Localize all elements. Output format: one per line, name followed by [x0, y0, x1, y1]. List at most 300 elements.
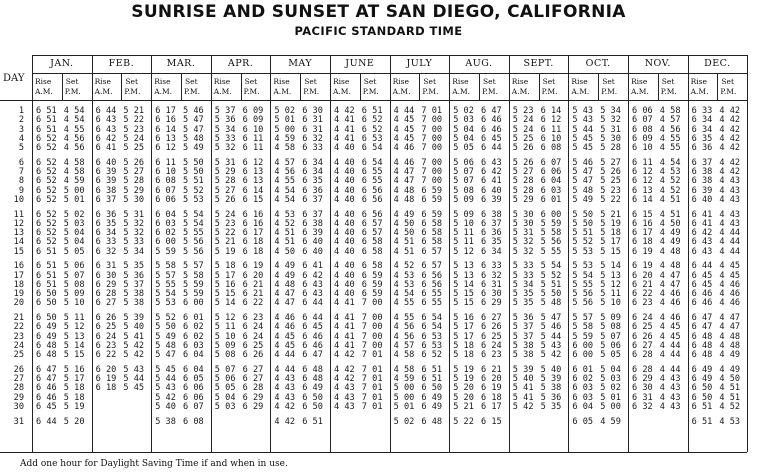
sunrise-time: 5 09 — [453, 194, 474, 205]
rise-header: Rise — [392, 77, 409, 86]
sunrise-time: 4 51 — [393, 246, 415, 257]
month-header: MAY — [288, 58, 313, 69]
sunset-time: 5 44 — [123, 374, 145, 384]
sunrise-time: 5 49 — [572, 194, 594, 205]
sunrise-time: 5 53 — [572, 261, 594, 272]
sunset-time: 6 37 — [302, 194, 323, 205]
sunrise-time: 6 48 — [36, 350, 57, 360]
sunset-time: 6 47 — [481, 106, 502, 116]
sunrise-time: 6 37 — [691, 157, 713, 168]
month-header: JULY — [406, 58, 433, 69]
sunset-time: 5 03 — [600, 374, 621, 384]
month-header: AUG. — [465, 58, 493, 69]
sunset-time: 6 02 — [183, 322, 204, 333]
sunrise-time: 6 04 — [572, 401, 594, 412]
sunrise-time: 6 16 — [155, 115, 176, 126]
sunrise-time: 6 44 — [95, 106, 117, 116]
sunset-time: 6 49 — [421, 401, 443, 412]
sunrise-time: 5 48 — [155, 340, 176, 351]
sunrise-time: 5 00 — [393, 392, 415, 403]
rise-set-divider — [419, 73, 420, 100]
sunset-time: 5 59 — [540, 218, 562, 229]
month-column-rule — [449, 55, 450, 452]
sunrise-time: 4 43 — [274, 374, 296, 384]
sunrise-time: 6 07 — [155, 185, 176, 196]
sunset-time: 5 08 — [600, 322, 621, 333]
sunrise-time: 6 29 — [632, 374, 653, 384]
sunset-time: 5 47 — [540, 313, 562, 323]
sunset-time: 4 46 — [719, 289, 741, 299]
sunset-time: 6 44 — [302, 313, 323, 323]
sunset-time: 4 53 — [659, 167, 681, 177]
sunset-time: 4 48 — [719, 340, 741, 351]
sunset-time: 6 16 — [242, 218, 264, 229]
sunrise-time: 4 57 — [393, 340, 415, 351]
day-number: 31 — [13, 416, 24, 427]
day-number: 11 — [13, 209, 24, 220]
sunset-time: 4 46 — [719, 279, 741, 290]
sunset-time: 6 37 — [302, 209, 323, 220]
sunrise-time: 5 16 — [453, 313, 474, 323]
sunrise-time: 4 43 — [274, 383, 296, 394]
sunset-time: 7 01 — [361, 401, 383, 412]
sunset-time: 4 51 — [719, 383, 741, 394]
sunset-time: 7 00 — [421, 176, 443, 187]
sunset-time: 5 47 — [183, 115, 204, 126]
month-column-rule — [92, 55, 93, 452]
sunrise-time: 4 56 — [274, 167, 296, 177]
sunset-time: 4 42 — [719, 115, 741, 126]
sunset-time: 6 44 — [481, 143, 502, 153]
sunset-time: 6 54 — [421, 313, 443, 323]
sunrise-time: 6 52 — [36, 237, 57, 248]
sunset-time: 6 48 — [302, 374, 323, 384]
sunset-time: 5 56 — [540, 237, 562, 248]
sunrise-time: 5 05 — [453, 143, 474, 153]
sunrise-time: 5 37 — [214, 106, 236, 116]
sunset-time: 6 51 — [421, 364, 443, 375]
sunrise-time: 6 23 — [632, 298, 653, 309]
rise-set-divider — [181, 73, 182, 100]
sunset-time: 6 32 — [481, 270, 502, 281]
sunset-time: 5 42 — [123, 340, 145, 351]
sunrise-time: 6 49 — [36, 331, 57, 342]
sunset-time: 6 57 — [421, 261, 443, 272]
sunrise-time: 6 37 — [95, 194, 117, 205]
day-number: 5 — [18, 143, 24, 153]
sunrise-time: 5 42 — [512, 401, 534, 412]
set-header: Set — [423, 77, 436, 86]
sunset-time: 6 29 — [242, 392, 264, 403]
sunrise-time: 5 53 — [155, 298, 176, 309]
sunset-time: 7 00 — [421, 143, 443, 153]
sunset-time: 6 34 — [302, 157, 323, 168]
sunrise-time: 6 47 — [36, 374, 57, 384]
sunset-time: 6 00 — [540, 209, 562, 220]
sunrise-time: 5 14 — [214, 298, 236, 309]
sunrise-time: 5 22 — [214, 228, 236, 238]
sunset-time: 4 44 — [659, 340, 681, 351]
sunset-time: 4 54 — [63, 106, 85, 116]
sunrise-time: 4 53 — [393, 270, 415, 281]
day-number: 7 — [18, 167, 24, 177]
sunrise-time: 6 46 — [691, 298, 713, 309]
sunset-time: 5 31 — [123, 209, 145, 220]
sunset-time: 6 47 — [302, 350, 323, 360]
sunrise-time: 5 13 — [453, 261, 474, 272]
sunset-time: 5 16 — [63, 364, 85, 375]
pm-header: P.M. — [362, 87, 379, 96]
sunrise-time: 5 17 — [214, 270, 236, 281]
sunrise-time: 6 49 — [691, 364, 713, 375]
sunrise-time: 4 41 — [334, 322, 355, 333]
sunset-time: 7 00 — [421, 115, 443, 126]
pm-header: P.M. — [64, 87, 81, 96]
day-number: 8 — [18, 176, 24, 187]
sunset-time: 5 57 — [183, 261, 204, 272]
sunset-time: 7 01 — [361, 350, 383, 360]
sunrise-time: 6 46 — [691, 289, 713, 299]
sunrise-time: 6 50 — [36, 313, 57, 323]
sunset-time: 6 56 — [361, 209, 383, 220]
sunset-time: 6 14 — [540, 106, 562, 116]
sunrise-time: 6 52 — [36, 133, 57, 144]
sunset-time: 4 51 — [659, 209, 681, 220]
sunset-time: 5 59 — [183, 279, 204, 290]
pm-header: P.M. — [243, 87, 260, 96]
sunrise-time: 6 12 — [155, 143, 176, 153]
sunset-time: 5 40 — [540, 364, 562, 375]
sunrise-time: 6 46 — [36, 392, 57, 403]
sunrise-time: 5 13 — [453, 270, 474, 281]
sunset-time: 6 15 — [481, 416, 502, 427]
sunset-time: 5 48 — [183, 133, 204, 144]
sunrise-time: 4 53 — [274, 209, 296, 220]
sunset-time: 4 44 — [719, 228, 741, 238]
sunrise-time: 6 20 — [95, 364, 117, 375]
sunset-time: 4 56 — [659, 124, 681, 135]
sunrise-time: 5 57 — [155, 270, 176, 281]
sunrise-time: 6 03 — [572, 383, 594, 394]
sunset-time: 5 14 — [600, 261, 621, 272]
set-header: Set — [304, 77, 317, 86]
sunrise-time: 5 33 — [512, 261, 534, 272]
sunrise-time: 5 54 — [572, 270, 594, 281]
sunset-time: 4 54 — [63, 115, 85, 126]
sunrise-time: 6 12 — [632, 167, 653, 177]
sunset-time: 6 32 — [302, 133, 323, 144]
sunrise-time: 6 20 — [632, 270, 653, 281]
sunrise-time: 6 06 — [632, 106, 653, 116]
sunset-time: 5 45 — [123, 383, 145, 394]
sunset-time: 4 50 — [719, 374, 741, 384]
sunset-time: 5 28 — [600, 143, 621, 153]
sunset-time: 4 48 — [659, 261, 681, 272]
sunset-time: 4 46 — [659, 289, 681, 299]
sunrise-time: 5 19 — [453, 364, 474, 375]
sunrise-time: 5 17 — [453, 331, 474, 342]
sunrise-time: 4 47 — [274, 298, 296, 309]
sunset-time: 4 55 — [659, 133, 681, 144]
sunrise-time: 5 29 — [512, 194, 534, 205]
sunset-time: 4 51 — [659, 194, 681, 205]
sunset-time: 6 08 — [540, 143, 562, 153]
sunrise-time: 6 43 — [95, 124, 117, 135]
sunrise-time: 6 40 — [691, 194, 713, 205]
sunset-time: 6 22 — [242, 298, 264, 309]
sunset-time: 4 43 — [719, 185, 741, 196]
day-number: 18 — [13, 279, 24, 290]
sunset-time: 6 52 — [361, 124, 383, 135]
sunrise-time: 5 47 — [155, 350, 176, 360]
sunrise-time: 5 12 — [453, 246, 474, 257]
sunset-time: 5 38 — [540, 383, 562, 394]
sunset-time: 6 27 — [242, 374, 264, 384]
sunrise-time: 6 51 — [36, 124, 57, 135]
sunrise-time: 6 36 — [691, 143, 713, 153]
sunset-time: 4 48 — [659, 246, 681, 257]
sunset-time: 6 59 — [421, 194, 443, 205]
sunset-time: 6 15 — [242, 194, 264, 205]
sunset-time: 5 11 — [600, 289, 621, 299]
sunset-time: 5 49 — [183, 143, 204, 153]
sunset-time: 7 00 — [361, 331, 383, 342]
sunset-time: 6 30 — [302, 106, 323, 116]
sunrise-time: 6 21 — [632, 279, 653, 290]
month-column-rule — [330, 55, 331, 452]
set-header: Set — [661, 77, 675, 86]
sunrise-time: 4 45 — [274, 331, 296, 342]
sunrise-time: 5 49 — [155, 331, 176, 342]
sunrise-time: 6 48 — [691, 331, 713, 342]
sunset-time: 4 54 — [659, 157, 681, 168]
sunset-time: 6 18 — [242, 237, 264, 248]
sunrise-time: 6 51 — [36, 246, 57, 257]
sunset-time: 4 50 — [659, 218, 681, 229]
sunrise-time: 4 51 — [393, 237, 415, 248]
sunset-time: 6 57 — [361, 228, 383, 238]
sunset-time: 5 22 — [123, 115, 145, 126]
sunset-time: 6 58 — [421, 237, 443, 248]
sunset-time: 5 31 — [600, 124, 621, 135]
set-header: Set — [185, 77, 198, 86]
sunrise-time: 4 58 — [393, 350, 415, 360]
sunset-time: 6 57 — [361, 218, 383, 229]
month-header: SEPT. — [523, 58, 554, 69]
sunrise-time: 5 50 — [572, 218, 594, 229]
sunset-time: 6 57 — [421, 246, 443, 257]
sunset-time: 6 04 — [540, 176, 562, 187]
sunrise-time: 5 18 — [214, 261, 236, 272]
sunset-time: 6 24 — [481, 340, 502, 351]
sunset-time: 6 11 — [540, 124, 562, 135]
sunrise-time: 6 02 — [155, 228, 176, 238]
sunset-time: 6 46 — [481, 124, 502, 135]
sunset-time: 6 21 — [242, 279, 264, 290]
sunset-time: 5 18 — [63, 383, 85, 394]
sunset-time: 5 40 — [123, 322, 145, 333]
sunset-time: 4 46 — [659, 298, 681, 309]
sunrise-time: 5 34 — [214, 124, 236, 135]
sunrise-time: 5 02 — [453, 106, 474, 116]
sunset-time: 5 35 — [540, 401, 562, 412]
pm-header: P.M. — [124, 87, 141, 96]
sunrise-time: 4 57 — [274, 157, 296, 168]
sunrise-time: 4 51 — [274, 237, 296, 248]
sunset-time: 4 53 — [719, 416, 741, 427]
sunset-time: 4 58 — [63, 167, 85, 177]
sunrise-time: 5 21 — [453, 401, 474, 412]
sunset-time: 5 42 — [540, 350, 562, 360]
sunrise-time: 5 00 — [393, 383, 415, 394]
sunset-time: 4 42 — [719, 167, 741, 177]
sunrise-time: 6 13 — [632, 185, 653, 196]
sunrise-time: 5 24 — [214, 209, 236, 220]
rise-set-divider — [658, 73, 659, 100]
page-subtitle: PACIFIC STANDARD TIME — [294, 24, 463, 38]
sunrise-time: 6 24 — [95, 331, 117, 342]
sunset-time: 6 59 — [361, 270, 383, 281]
sunrise-time: 6 50 — [36, 289, 57, 299]
sunrise-time: 6 45 — [36, 401, 57, 412]
sunrise-time: 4 52 — [393, 261, 415, 272]
sunset-time: 5 10 — [63, 298, 85, 309]
sunrise-time: 4 41 — [334, 133, 355, 144]
sunset-time: 6 43 — [481, 157, 502, 168]
sunset-time: 5 46 — [183, 106, 204, 116]
set-header: Set — [602, 77, 615, 86]
sunset-time: 6 50 — [421, 383, 443, 394]
sunset-time: 4 59 — [600, 416, 621, 427]
sunrise-time: 5 59 — [572, 331, 594, 342]
month-column-rule — [270, 55, 271, 452]
rise-set-divider — [62, 73, 63, 100]
sunset-time: 6 33 — [302, 143, 323, 153]
sunset-time: 5 27 — [123, 167, 145, 177]
sunset-time: 6 04 — [183, 364, 204, 375]
sunrise-time: 6 43 — [691, 237, 713, 248]
sunset-time: 6 29 — [481, 298, 502, 309]
sunset-time: 4 58 — [63, 157, 85, 168]
sunset-time: 6 06 — [183, 392, 204, 403]
sunrise-time: 4 40 — [334, 289, 355, 299]
sunrise-time: 4 41 — [334, 124, 355, 135]
sunset-time: 4 49 — [659, 228, 681, 238]
sunset-time: 6 13 — [242, 176, 264, 187]
sunset-time: 6 51 — [302, 416, 323, 427]
sunrise-time: 5 04 — [453, 133, 474, 144]
day-number: 30 — [13, 401, 24, 412]
sunset-time: 5 18 — [63, 392, 85, 403]
sunset-time: 6 42 — [481, 167, 502, 177]
sunset-time: 6 34 — [481, 246, 502, 257]
sunset-time: 5 15 — [63, 350, 85, 360]
sunset-time: 5 17 — [600, 237, 621, 248]
day-number: 15 — [13, 246, 24, 257]
sunset-time: 6 09 — [242, 115, 264, 126]
sunset-time: 5 24 — [123, 133, 145, 144]
sunset-time: 5 06 — [600, 340, 621, 351]
sunset-time: 6 59 — [421, 185, 443, 196]
sunrise-time: 6 15 — [632, 209, 653, 220]
sunset-time: 6 17 — [481, 401, 502, 412]
sunset-time: 5 08 — [63, 279, 85, 290]
sunrise-time: 5 06 — [453, 157, 474, 168]
sunset-time: 6 11 — [242, 143, 264, 153]
day-number: 9 — [18, 185, 24, 196]
sunrise-time: 5 15 — [214, 289, 236, 299]
sunrise-time: 5 11 — [214, 322, 236, 333]
sunset-time: 4 42 — [719, 143, 741, 153]
day-number: 26 — [13, 364, 24, 375]
sunrise-time: 6 04 — [155, 209, 176, 220]
sunset-time: 5 17 — [63, 374, 85, 384]
sunrise-time: 6 49 — [691, 374, 713, 384]
table-bottom-rule — [0, 452, 747, 453]
sunset-time: 6 12 — [242, 157, 264, 168]
sunset-time: 6 49 — [421, 392, 443, 403]
sunset-time: 6 01 — [540, 194, 562, 205]
rise-set-divider — [121, 73, 122, 100]
sunrise-time: 5 47 — [572, 167, 594, 177]
sunrise-time: 4 40 — [334, 176, 355, 187]
rise-header: Rise — [631, 77, 648, 86]
sunrise-time: 4 42 — [334, 350, 355, 360]
sunset-time: 5 28 — [123, 176, 145, 187]
sunset-time: 6 38 — [481, 209, 502, 220]
sunset-time: 6 24 — [242, 331, 264, 342]
sunset-time: 4 59 — [63, 176, 85, 187]
sunrise-time: 5 38 — [512, 340, 534, 351]
sunset-time: 6 45 — [481, 133, 502, 144]
sunrise-time: 6 28 — [632, 350, 653, 360]
sunrise-time: 6 41 — [691, 218, 713, 229]
day-number: 24 — [13, 340, 24, 351]
rise-set-divider — [539, 73, 540, 100]
sunset-time: 6 48 — [302, 364, 323, 375]
sunset-time: 5 23 — [600, 185, 621, 196]
sunset-time: 6 20 — [242, 270, 264, 281]
month-header: JUNE — [345, 58, 375, 69]
day-number: 10 — [13, 194, 24, 205]
sunrise-time: 5 40 — [512, 374, 534, 384]
day-number: 3 — [18, 124, 24, 135]
sunrise-time: 6 42 — [95, 133, 117, 144]
sunset-time: 6 30 — [481, 289, 502, 299]
sunrise-time: 5 29 — [214, 167, 236, 177]
set-header: Set — [483, 77, 496, 86]
sunrise-time: 4 42 — [334, 106, 355, 116]
sunset-time: 7 00 — [421, 157, 443, 168]
am-header: A.M. — [35, 87, 53, 96]
sunrise-time: 4 55 — [393, 313, 415, 323]
sunset-time: 4 47 — [719, 322, 741, 333]
sunrise-time: 6 00 — [572, 350, 594, 360]
sunrise-time: 5 36 — [512, 313, 534, 323]
sunrise-time: 4 42 — [274, 416, 296, 427]
rise-header: Rise — [333, 77, 350, 86]
sunset-time: 6 21 — [242, 289, 264, 299]
sunset-time: 5 13 — [600, 270, 621, 281]
sunrise-time: 6 51 — [36, 106, 57, 116]
sunset-time: 6 19 — [481, 383, 502, 394]
day-number: 2 — [18, 115, 24, 126]
sunrise-time: 4 45 — [274, 340, 296, 351]
sunset-time: 6 08 — [183, 416, 204, 427]
sunset-time: 6 46 — [302, 331, 323, 342]
sunset-time: 4 47 — [719, 313, 741, 323]
day-number: 27 — [13, 374, 24, 384]
